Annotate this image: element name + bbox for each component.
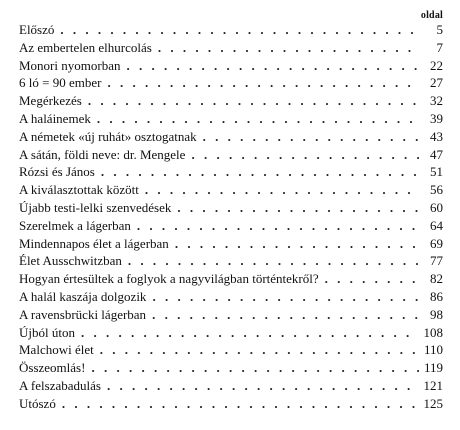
dot-leader	[107, 377, 419, 395]
toc-entry	[19, 163, 443, 181]
toc-entry	[19, 217, 443, 235]
toc-entry-title: Előszó	[19, 22, 55, 37]
page-column-header: oldal	[420, 10, 443, 21]
toc-entry-title: 6 ló = 90 ember	[19, 75, 102, 91]
toc-entry	[19, 235, 443, 253]
dot-leader	[191, 146, 419, 164]
toc-entry-title: Malchowi élet	[19, 342, 94, 358]
toc-entry-page: 108	[423, 324, 443, 340]
toc-entry-title: A ravensbrücki lágerban	[19, 306, 147, 322]
toc-entry	[19, 324, 443, 342]
toc-entry-title: Rózsi és János	[19, 164, 95, 180]
dot-leader	[175, 235, 419, 253]
toc-entry-title: Összeomlás!	[19, 360, 86, 376]
dot-leader	[88, 92, 419, 110]
dot-leader	[107, 74, 419, 92]
toc-entry-page: 47	[430, 146, 443, 162]
toc-entry-page: 60	[430, 199, 443, 215]
dot-leader	[101, 163, 419, 181]
toc-entry-page: 77	[430, 253, 443, 269]
toc-entry	[19, 110, 443, 128]
dot-leader	[91, 359, 419, 377]
dot-leader	[126, 57, 419, 75]
toc-entry-page: 43	[430, 128, 443, 144]
toc-entry-page: 69	[430, 235, 443, 251]
toc-list	[19, 21, 443, 413]
dot-leader	[177, 199, 419, 217]
toc-entry	[19, 270, 443, 288]
toc-entry-page: 64	[430, 217, 443, 233]
toc-entry-page: 7	[436, 39, 443, 55]
toc-entry-page: 32	[430, 93, 443, 109]
toc-entry-page: 121	[423, 377, 443, 393]
dot-leader	[100, 341, 419, 359]
toc-entry-page: 110	[423, 342, 443, 358]
toc-entry-title: Újabb testi-lelki szenvedések	[19, 199, 172, 215]
toc-entry-page: 82	[430, 271, 443, 287]
dot-leader	[62, 395, 419, 413]
toc-entry-title: Utószó	[19, 395, 56, 411]
dot-leader	[145, 181, 419, 199]
toc-entry	[19, 146, 443, 164]
dot-leader	[97, 110, 419, 128]
toc-entry	[19, 21, 443, 39]
toc-entry-title: Hogyan értesültek a foglyok a nagyvilágban történtekről?	[19, 271, 319, 287]
toc-entry-page: 125	[423, 395, 443, 411]
toc-entry	[19, 377, 443, 395]
toc-entry	[19, 92, 443, 110]
toc-entry-page: 22	[430, 57, 443, 73]
toc-entry	[19, 395, 443, 413]
toc-entry	[19, 288, 443, 306]
toc-entry-title: Élet Ausschwitzban	[19, 253, 122, 269]
toc-entry-title: Monori nyomorban	[19, 57, 121, 73]
dot-leader	[152, 306, 419, 324]
toc-entry-title: Újból úton	[19, 324, 75, 340]
toc-entry-title: A felszabadulás	[19, 377, 101, 393]
toc-entry-title: A kiválasztottak között	[19, 182, 139, 198]
dot-leader	[81, 324, 419, 342]
toc-entry-page: 98	[430, 306, 443, 322]
toc-entry	[19, 74, 443, 92]
toc-entry	[19, 359, 443, 377]
toc-entry-page: 51	[430, 164, 443, 180]
dot-leader	[137, 217, 419, 235]
toc-entry-page: 119	[423, 360, 443, 376]
toc-entry-page: 39	[430, 110, 443, 126]
dot-leader	[203, 128, 419, 146]
toc-entry	[19, 128, 443, 146]
toc-entry-title: Szerelmek a lágerban	[19, 217, 131, 233]
toc-entry	[19, 306, 443, 324]
toc-entry-page: 27	[430, 75, 443, 91]
toc-entry	[19, 39, 443, 57]
toc-entry-title: Megérkezés	[19, 93, 82, 109]
toc-entry-title: A haláinemek	[19, 110, 91, 126]
toc-entry	[19, 199, 443, 217]
toc-entry	[19, 181, 443, 199]
toc-entry-title: A sátán, földi neve: dr. Mengele	[19, 146, 186, 162]
toc-entry-title: Mindennapos élet a lágerban	[19, 235, 169, 251]
toc-entry-page: 56	[430, 182, 443, 198]
dot-leader	[325, 270, 419, 288]
dot-leader	[128, 252, 419, 270]
toc-entry-title: A németek «új ruhát» osztogatnak	[19, 128, 197, 144]
toc-entry	[19, 341, 443, 359]
toc-entry	[19, 57, 443, 75]
toc-entry	[19, 252, 443, 270]
dot-leader	[158, 39, 419, 57]
toc-entry-title: Az embertelen elhurcolás	[19, 39, 152, 55]
toc-entry-page: 86	[430, 288, 443, 304]
dot-leader	[60, 21, 419, 39]
toc-entry-page: 5	[436, 22, 443, 37]
dot-leader	[152, 288, 419, 306]
toc-entry-title: A halál kaszája dolgozik	[19, 288, 147, 304]
